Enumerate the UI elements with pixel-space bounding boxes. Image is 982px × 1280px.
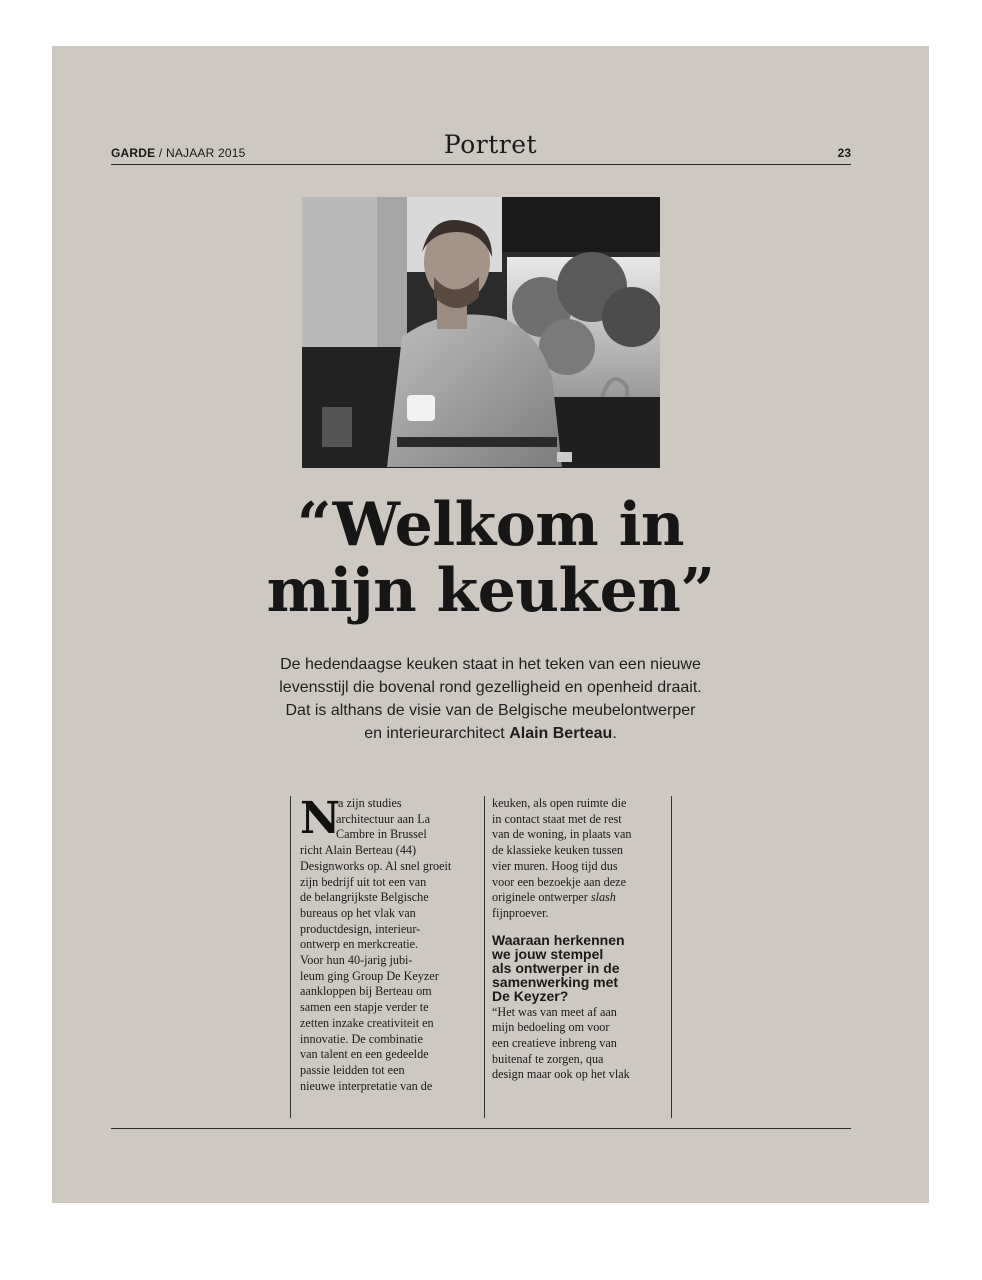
column-2-line: fijnproever. [492,905,549,920]
column-1-line: leum ging Group De Keyzer [300,968,439,983]
answer-line: mijn bedoeling om voor [492,1020,610,1035]
headline-line-1: “Welkom in [296,490,685,560]
column-1-line: zijn bedrijf uit tot een van [300,874,427,889]
column-1-line: nieuwe interpretatie van de [300,1078,433,1093]
column-1-line: passie leidden tot een [300,1062,405,1077]
column-1-line: innovatie. De combinatie [300,1031,423,1046]
magazine-brand: GARDE [111,146,156,160]
portrait-photo [302,197,660,468]
answer-line: “Het was van meet af aan [492,1004,617,1019]
column-1-line: architectuur aan La [336,811,431,826]
question-line: als ontwerper in de [492,959,620,976]
column-1-line: Cambre in Brussel [336,827,427,842]
column-2-line: in contact staat met de rest [492,811,622,826]
question-line: samenwerking met [492,973,619,990]
magazine-page [52,46,929,1203]
interview-question [492,933,657,1003]
question-line: Waaraan herkennen [492,931,625,948]
article-column-1 [300,793,478,1094]
intro-line-3: Dat is althans de visie van de Belgische meubelontwerper [285,702,696,719]
column-1-line: bureaus op het vlak van [300,905,416,920]
column-1-line: aankloppen bij Berteau om [300,984,432,999]
column-1-line: productdesign, interieur- [300,921,421,936]
column-rule-middle [484,796,485,1118]
intro-line-1: De hedendaagse keuken staat in het teken van een nieuwe [280,656,701,673]
article-headline [52,492,929,624]
column-1-line: ontwerp en merkcreatie. [300,937,419,952]
column-2-line: voor een bezoekje aan deze [492,874,626,889]
intro-line-4 [52,722,929,745]
intro-line-2: levensstijl die bovenal rond gezelligheid en openheid draait. [279,679,702,696]
question-line: we jouw stempel [492,945,604,962]
answer-line: buitenaf te zorgen, qua [492,1051,604,1066]
column-1-line: Designworks op. Al snel groeit [300,858,452,873]
column-1-line: richt Alain Berteau (44) [300,843,417,858]
column-rule-left [290,796,291,1118]
column-1-line: van talent en een gedeelde [300,1047,429,1062]
intro-line-4-prefix: en interieurarchitect [364,725,510,742]
column-1-line: Voor hun 40-jarig jubi- [300,953,413,968]
column-2-line: de klassieke keuken tussen [492,843,623,858]
header-divider [111,164,851,165]
article-intro [52,653,929,745]
column-2-line: van de woning, in plaats van [492,827,632,842]
question-line: De Keyzer? [492,987,569,1004]
page-number: 23 [837,146,851,160]
answer-line: een creatieve inbreng van [492,1036,617,1051]
column-1-line: a zijn studies [338,796,402,810]
footer-divider [111,1128,851,1129]
dropcap-letter: N [300,793,341,844]
italic-word: slash [590,890,616,905]
column-1-line: de belangrijkste Belgische [300,890,429,905]
section-title: Portret [443,130,538,159]
headline-line-2: mijn keuken” [266,556,715,626]
column-2-line: keuken, als open ruimte die [492,796,627,810]
article-column-2 [492,796,657,1083]
column-1-line: zetten inzake creativiteit en [300,1015,434,1030]
issue-label: / NAJAAR 2015 [158,146,246,160]
answer-line: design maar ook op het vlak [492,1067,630,1082]
designer-name: Alain Berteau [509,725,613,742]
column-1-line: samen een stapje verder te [300,1000,429,1015]
column-2-line [492,890,657,906]
column-2-line-text: originele ontwerper [492,890,591,905]
column-rule-right [671,796,672,1118]
column-2-line: vier muren. Hoog tijd dus [492,858,618,873]
intro-line-4-suffix: . [612,725,617,742]
